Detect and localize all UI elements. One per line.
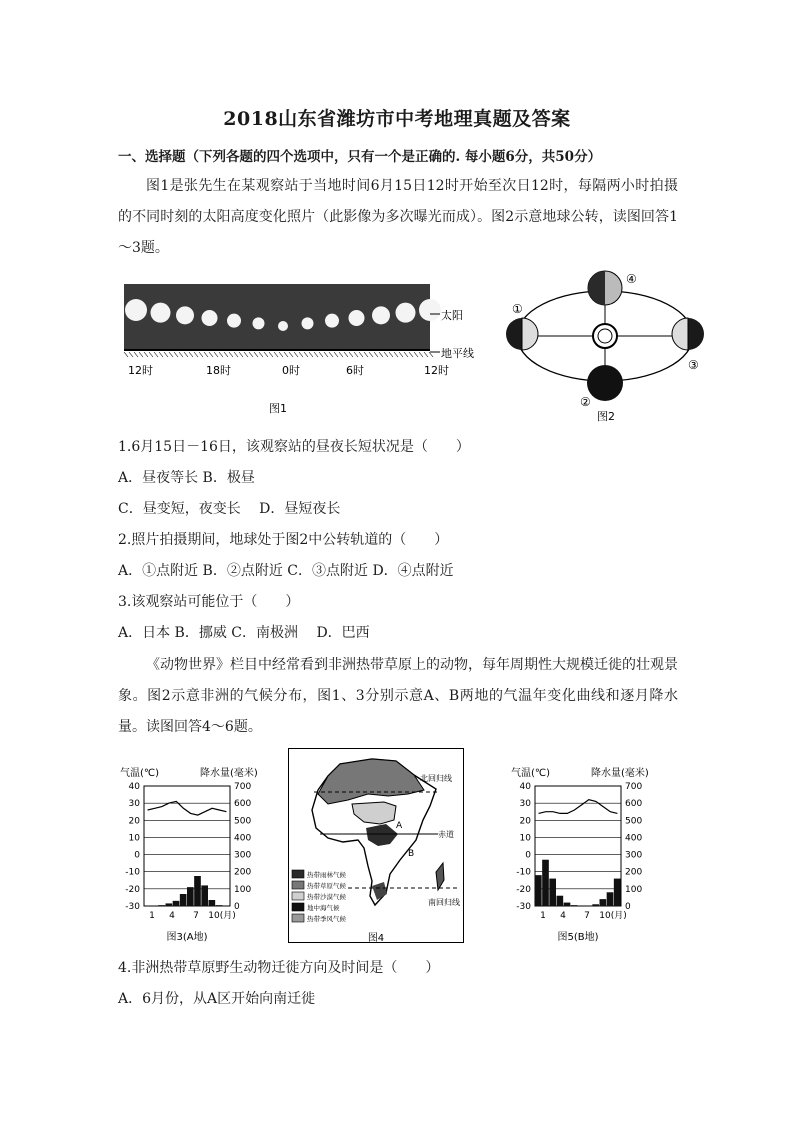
month-tick-label: 4 [560,911,566,921]
document-title: 2018山东省潍坊市中考地理真题及答案 [223,108,571,130]
legend-swatch [292,870,304,878]
precip-bar [173,901,180,906]
ground-hatch [409,352,413,357]
precip-bar [194,876,201,906]
precip-tick-label: 600 [625,799,643,810]
precip-bar [614,879,621,906]
precip-tick-label: 300 [234,850,252,861]
ground-hatch [214,352,218,357]
ground-hatch [294,352,298,357]
tropic-south-label: 南回归线 [428,898,460,907]
sun-exposure [176,306,194,324]
precip-tick-label: 0 [625,902,631,912]
intro-paragraph-2: 《动物世界》栏目中经常看到非洲热带草原上的动物，每年周期性大规模迁徙的壮观景象。图2示意非洲的气候分布，图1、3分别示意A、B两地的气温年变化曲线和逐月降水量。读图回答4～6题。 [118,657,678,735]
ground-hatch [184,352,188,357]
ground-hatch [204,352,208,357]
precip-bar [542,860,549,906]
legend-label: 地中海气候 [307,904,340,912]
precip-tick-label: 700 [625,782,643,792]
ground-hatch [334,352,338,357]
sun-exposure [349,310,365,326]
fig3-ylabel-right: 降水量(毫米) [200,768,258,779]
ground-hatch [174,352,178,357]
q3-options: A．日本 B．挪威 C．南极洲 D．巴西 [118,625,370,641]
ground-hatch [169,352,173,357]
temp-tick-label: -20 [516,884,531,895]
ground-hatch [274,352,278,357]
question-4: 4.非洲热带草原野生动物迁徙方向及时间是（ ） [118,960,440,976]
ground-hatch [284,352,288,357]
temp-tick-label: 30 [519,799,531,810]
ground-hatch [349,352,353,357]
temp-tick-label: 10 [519,833,531,844]
ground-hatch [384,352,388,357]
sun-exposure [278,321,288,331]
figure-1-sun-photo [110,278,500,418]
ground-hatch [139,352,143,357]
ground-hatch [379,352,383,357]
precip-bar [216,905,223,906]
precip-bar [158,905,165,906]
precip-tick-label: 500 [234,816,252,827]
ground-hatch [339,352,343,357]
precip-tick-label: 500 [625,816,643,827]
ground-hatch [249,352,253,357]
precip-bar [166,903,173,906]
time-tick-label: 18时 [206,364,231,377]
fig5-ylabel-right: 降水量(毫米) [591,768,649,779]
ground-hatch [224,352,228,357]
ground-hatch [299,352,303,357]
horizon-label: 地平线 [441,347,474,360]
figure-3-climate-chart-a [112,762,282,948]
sun-exposure [396,303,416,323]
ground-hatch [344,352,348,357]
month-tick-label: 7 [584,911,590,921]
tropic-north-label: 北回归线 [420,774,452,783]
ground-hatch [234,352,238,357]
ground-hatch [269,352,273,357]
ground-hatch [389,352,393,357]
sun-exposure [253,317,265,329]
legend-label: 热带沙漠气候 [307,893,346,901]
sun-exposure [151,303,171,323]
month-tick-label: 1 [540,911,546,921]
figure-4-caption: 图4 [367,933,385,944]
precip-tick-label: 200 [234,867,252,878]
ground-hatch [359,352,363,357]
ground-hatch [179,352,183,357]
ground-hatch [399,352,403,357]
precip-bar [600,899,607,906]
sun-exposure [372,306,390,324]
figure-2-earth-orbit [498,266,726,426]
precip-bar [535,875,542,906]
temp-tick-label: 40 [128,782,140,792]
ground-hatch [319,352,323,357]
section-heading: 一、选择题（下列各题的四个选项中，只有一个是正确的. 每小题6分，共50分） [118,149,602,165]
ground-hatch [264,352,268,357]
ground-hatch [164,352,168,357]
figure-1-caption: 图1 [269,402,287,415]
precip-bar [571,905,578,906]
ground-hatch [429,352,433,357]
time-tick-label: 12时 [128,364,153,377]
ground-hatch [239,352,243,357]
precip-tick-label: 0 [234,902,240,912]
point-4-label: ④ [626,272,637,286]
ground-hatch [209,352,213,357]
ground-hatch [149,352,153,357]
time-tick-label: 0时 [282,364,300,377]
ground-hatch [329,352,333,357]
precip-tick-label: 200 [625,867,643,878]
ground-hatch [254,352,258,357]
precip-bar [557,896,564,906]
ground-hatch [244,352,248,357]
temp-tick-label: -10 [125,867,140,878]
question-2: 2.照片拍摄期间，地球处于图2中公转轨道的（ ） [118,532,449,548]
ground-hatch [314,352,318,357]
legend-label: 热带草原气候 [307,882,346,890]
ground-hatch [404,352,408,357]
legend-swatch [292,914,304,922]
precip-bar [592,904,599,906]
precip-tick-label: 300 [625,850,643,861]
ground-hatch [144,352,148,357]
ground-hatch [424,352,428,357]
month-tick-label: 4 [169,911,175,921]
figure-2-caption: 图2 [597,410,615,423]
ground-hatch [279,352,283,357]
temp-tick-label: -20 [125,884,140,895]
ground-hatch [374,352,378,357]
q2-options: A．①点附近 B．②点附近 C．③点附近 D．④点附近 [118,563,454,579]
precip-bar [564,903,571,906]
precip-tick-label: 700 [234,782,252,792]
precip-bar [607,892,614,906]
ground-hatch [354,352,358,357]
ground-hatch [364,352,368,357]
precip-bar [187,887,194,906]
precip-bar [180,894,187,906]
month-tick-label: 10(月) [208,911,236,921]
temp-tick-label: 20 [128,816,140,827]
ground-hatch [394,352,398,357]
precip-tick-label: 100 [625,884,643,895]
point-3-label: ③ [688,358,699,372]
temp-tick-label: 0 [525,850,531,861]
point-1-label: ① [512,302,523,316]
temp-tick-label: 30 [128,799,140,810]
temp-curve [539,800,618,814]
ground-hatch [219,352,223,357]
question-1: 1.6月15日－16日，该观察站的昼夜长短状况是（ ） [118,439,470,455]
equator-label: 赤道 [438,830,454,839]
legend-swatch [292,903,304,911]
temp-tick-label: 40 [519,782,531,792]
sun-exposure [125,299,147,321]
time-tick-label: 6时 [346,364,364,377]
ground-hatch [324,352,328,357]
ground-hatch [259,352,263,357]
temp-tick-label: -30 [516,902,531,912]
precip-tick-label: 100 [234,884,252,895]
q4-option-a: A．6月份，从A区开始向南迁徙 [118,991,316,1007]
q1-options-row-1: A．昼夜等长 B．极昼 [118,470,255,486]
figure-5-caption: 图5(B地) [557,932,599,943]
month-tick-label: 1 [149,911,155,921]
figure-5-climate-chart-b [503,762,673,948]
fig5-ylabel-left: 气温(℃) [511,768,551,779]
fig3-ylabel-left: 气温(℃) [120,768,160,779]
ground-hatch [229,352,233,357]
legend-label: 热带雨林气候 [307,871,346,879]
figure-3-caption: 图3(A地) [166,932,208,943]
precip-tick-label: 400 [234,833,252,844]
ground-hatch [124,352,128,357]
q1-options-row-2: C．昼变短，夜变长 D．昼短夜长 [118,501,341,517]
sun-exposure [227,314,241,328]
ground-hatch [154,352,158,357]
temp-tick-label: 20 [519,816,531,827]
sun-exposure [419,299,441,321]
temp-tick-label: 10 [128,833,140,844]
time-tick-label: 12时 [424,364,449,377]
legend-swatch [292,892,304,900]
month-tick-label: 7 [193,911,199,921]
ground-hatch [134,352,138,357]
legend-label: 热带季风气候 [307,915,346,923]
point-b-label: B [408,849,415,859]
precip-bar [209,900,216,906]
ground-hatch [189,352,193,357]
precip-tick-label: 400 [625,833,643,844]
ground-hatch [289,352,293,357]
figure-4-africa-map [288,748,464,948]
temp-tick-label: -30 [125,902,140,912]
legend-swatch [292,881,304,889]
temp-tick-label: -10 [516,867,531,878]
sun-exposure [202,310,218,326]
temp-tick-label: 0 [134,850,140,861]
sun-label: 太阳 [441,309,463,322]
intro-paragraph-1: 图1是张先生在某观察站于当地时间6月15日12时开始至次日12时，每隔两小时拍摄的不同时刻的太阳高度变化照片（此影像为多次曝光而成）。图2示意地球公转，读图回答1～3题。 [118,178,678,256]
ground-hatch [304,352,308,357]
ground-hatch [369,352,373,357]
question-3: 3.该观察站可能位于（ ） [118,594,300,610]
sun-exposure [302,317,314,329]
ground-hatch [309,352,313,357]
ground-hatch [129,352,133,357]
point-a-label: A [396,821,403,831]
temp-curve [148,801,227,815]
precip-tick-label: 600 [234,799,252,810]
ground-hatch [159,352,163,357]
ground-hatch [414,352,418,357]
month-tick-label: 10(月) [599,911,627,921]
ground-hatch [419,352,423,357]
point-2-label: ② [580,395,591,409]
precip-bar [549,879,556,906]
ground-hatch [194,352,198,357]
precip-bar [201,885,208,906]
sun-exposure [325,314,339,328]
earth-2-icon [587,365,623,401]
ground-hatch [199,352,203,357]
